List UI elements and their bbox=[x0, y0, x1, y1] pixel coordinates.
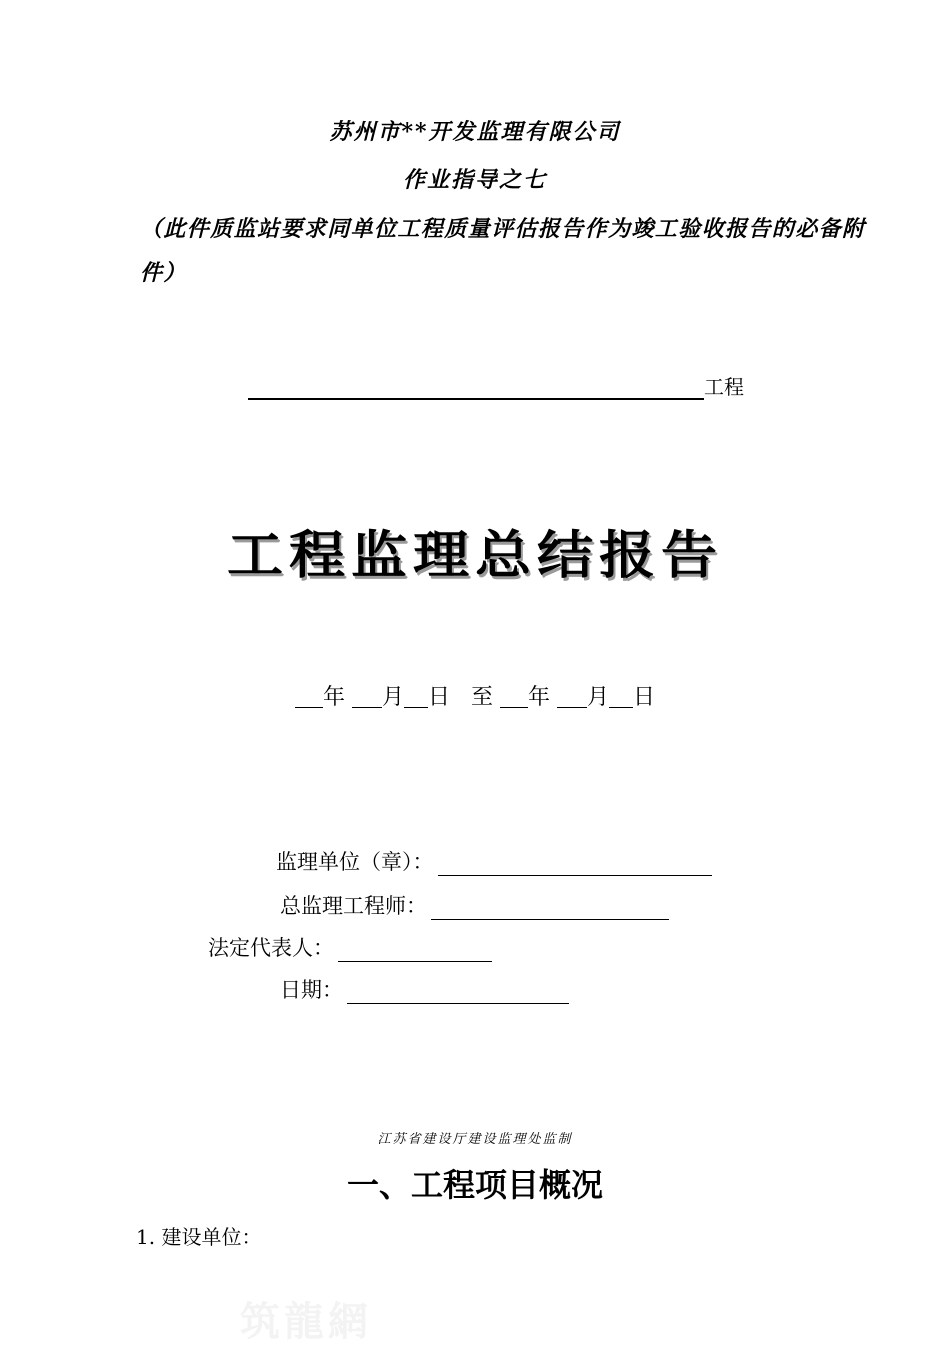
chief-engineer-row bbox=[280, 890, 669, 920]
month-label-end: 月 bbox=[587, 685, 610, 710]
legal-rep-row bbox=[208, 932, 492, 962]
document-note: （此件质监站要求同单位工程质量评估报告作为竣工验收报告的必备附件） bbox=[140, 216, 866, 286]
end-day-blank[interactable] bbox=[609, 683, 633, 708]
project-name-field bbox=[248, 372, 744, 400]
chief-engineer-blank[interactable] bbox=[431, 897, 669, 920]
start-month-blank[interactable] bbox=[352, 683, 382, 708]
day-label: 日 bbox=[427, 685, 450, 710]
date-blank[interactable] bbox=[347, 981, 569, 1004]
date-label: 日期： bbox=[280, 978, 343, 1002]
report-title: 工程监理总结报告 bbox=[227, 526, 723, 587]
supervision-unit-label: 监理单位（章）： bbox=[276, 850, 434, 874]
supervision-unit-row bbox=[276, 846, 712, 876]
guide-number: 作业指导之七 bbox=[402, 167, 547, 193]
year-label-end: 年 bbox=[528, 685, 551, 710]
date-row bbox=[280, 974, 569, 1004]
watermark: 筑龍網 bbox=[240, 1298, 372, 1345]
day-label-end: 日 bbox=[633, 685, 656, 710]
start-year-blank[interactable] bbox=[295, 683, 323, 708]
legal-rep-blank[interactable] bbox=[338, 939, 492, 962]
end-year-blank[interactable] bbox=[500, 683, 528, 708]
construction-unit-item: 1. 建设单位： bbox=[136, 1225, 262, 1249]
to-label: 至 bbox=[470, 685, 493, 710]
project-suffix: 工程 bbox=[704, 375, 744, 399]
end-month-blank[interactable] bbox=[557, 683, 587, 708]
chief-engineer-label: 总监理工程师： bbox=[280, 894, 427, 918]
project-name-blank[interactable] bbox=[248, 372, 704, 400]
company-name: 苏州市**开发监理有限公司 bbox=[329, 119, 621, 145]
month-label: 月 bbox=[381, 685, 404, 710]
issuing-authority: 江苏省建设厅建设监理处监制 bbox=[377, 1132, 573, 1147]
supervision-unit-blank[interactable] bbox=[438, 853, 712, 876]
legal-rep-label: 法定代表人： bbox=[208, 936, 334, 960]
section-heading: 一、工程项目概况 bbox=[346, 1166, 603, 1204]
date-range bbox=[0, 680, 950, 711]
year-label: 年 bbox=[322, 685, 345, 710]
start-day-blank[interactable] bbox=[404, 683, 428, 708]
